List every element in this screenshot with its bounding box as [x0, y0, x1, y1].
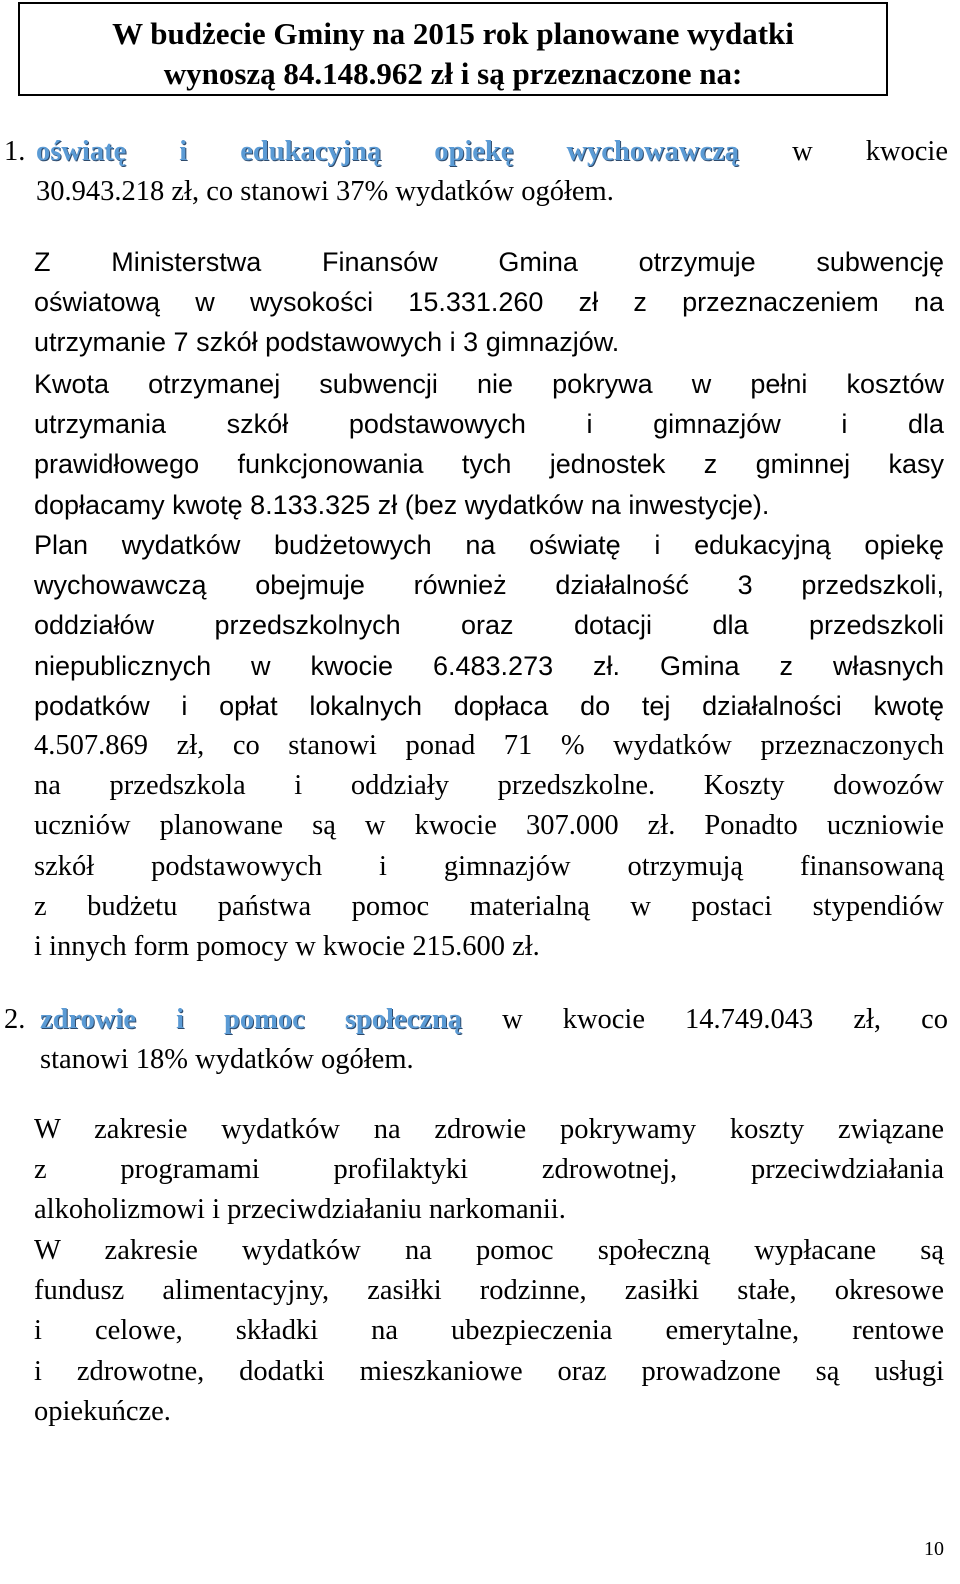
text-line: szkół podstawowych i gimnazjów otrzymują finansowaną	[34, 850, 944, 882]
page-number: 10	[924, 1538, 944, 1560]
paragraph-zdrowie	[34, 1110, 944, 1231]
text-line: oddziałów przedszkolnych oraz dotacji dla przedszkoli	[34, 610, 944, 641]
text-line: oświatową w wysokości 15.331.260 zł z przeznaczeniem na	[34, 287, 944, 318]
text-line: i innych form pomocy w kwocie 215.600 zł.	[34, 931, 540, 963]
text-line: opiekuńcze.	[34, 1395, 171, 1427]
text-line: 4.507.869 zł, co stanowi ponad 71 % wydatków przeznaczonych	[34, 730, 944, 761]
text-line: uczniów planowane są w kwocie 307.000 zł. Ponadto uczniowie	[34, 810, 944, 842]
text-line: z programami profilaktyki zdrowotnej, przeciwdziałania	[34, 1154, 944, 1186]
text-line: na przedszkola i oddziały przedszkolne. Koszty dowozów	[34, 770, 944, 802]
item-1-line-2: 30.943.218 zł, co stanowi 37% wydatków ogółem.	[36, 176, 614, 207]
text-line: W zakresie wydatków na pomoc społeczną wypłacane są	[34, 1235, 944, 1266]
item-2-line-2: stanowi 18% wydatków ogółem.	[40, 1044, 414, 1075]
text-line: podatków i opłat lokalnych dopłaca do tej działalności kwotę	[34, 690, 944, 721]
paragraph-subwencja	[34, 242, 944, 363]
text-line: wychowawczą obejmuje również działalność 3 przedszkoli,	[34, 570, 944, 601]
title-box	[18, 2, 888, 96]
list-number-2: 2.	[4, 1004, 26, 1035]
text-line: W zakresie wydatków na zdrowie pokrywamy koszty związane	[34, 1114, 944, 1145]
item-2-rest: w kwocie 14.749.043 zł, co	[462, 1004, 948, 1035]
paragraph-plan	[34, 525, 944, 726]
text-line: Kwota otrzymanej subwencji nie pokrywa w pełni kosztów	[34, 369, 944, 399]
list-number-1: 1.	[4, 136, 26, 167]
paragraph-pomoc-spoleczna	[34, 1231, 944, 1432]
text-line: i zdrowotne, dodatki mieszkaniowe oraz prowadzone są usługi	[34, 1355, 944, 1387]
text-line: Z Ministerstwa Finansów Gmina otrzymuje subwencję	[34, 247, 944, 277]
text-line: niepublicznych w kwocie 6.483.273 zł. Gmina z własnych	[34, 650, 944, 681]
item-2-line-1	[40, 1000, 948, 1040]
text-line: Plan wydatków budżetowych na oświatę i edukacyjną opiekę	[34, 530, 944, 560]
item-1-line-1	[36, 132, 948, 172]
text-line: utrzymania szkół podstawowych i gimnazjów i dla	[34, 409, 944, 440]
text-line: dopłacamy kwotę 8.133.325 zł (bez wydatków na inwestycje).	[34, 489, 770, 520]
title-line-2: wynoszą 84.148.962 zł i są przeznaczone na:	[163, 56, 743, 91]
text-line: alkoholizmowi i przeciwdziałaniu narkomanii.	[34, 1194, 566, 1226]
item-2-highlight: zdrowie i pomoc społeczną	[40, 1004, 463, 1035]
text-line: prawidłowego funkcjonowania tych jednostek z gminnej kasy	[34, 449, 944, 480]
text-line: i celowe, składki na ubezpieczenia emerytalne, rentowe	[34, 1315, 944, 1347]
paragraph-kwota	[34, 364, 944, 525]
title-line-1: W budżecie Gminy na 2015 rok planowane wydatki	[112, 16, 794, 51]
item-1-highlight: oświatę i edukacyjną opiekę wychowawczą	[36, 136, 740, 167]
paragraph-przedszkola	[34, 726, 944, 967]
text-line: z budżetu państwa pomoc materialną w postaci stypendiów	[34, 890, 944, 922]
text-line: utrzymanie 7 szkół podstawowych i 3 gimnazjów.	[34, 327, 620, 358]
item-1-rest: w kwocie	[739, 136, 948, 167]
text-line: fundusz alimentacyjny, zasiłki rodzinne, zasiłki stałe, okresowe	[34, 1275, 944, 1307]
